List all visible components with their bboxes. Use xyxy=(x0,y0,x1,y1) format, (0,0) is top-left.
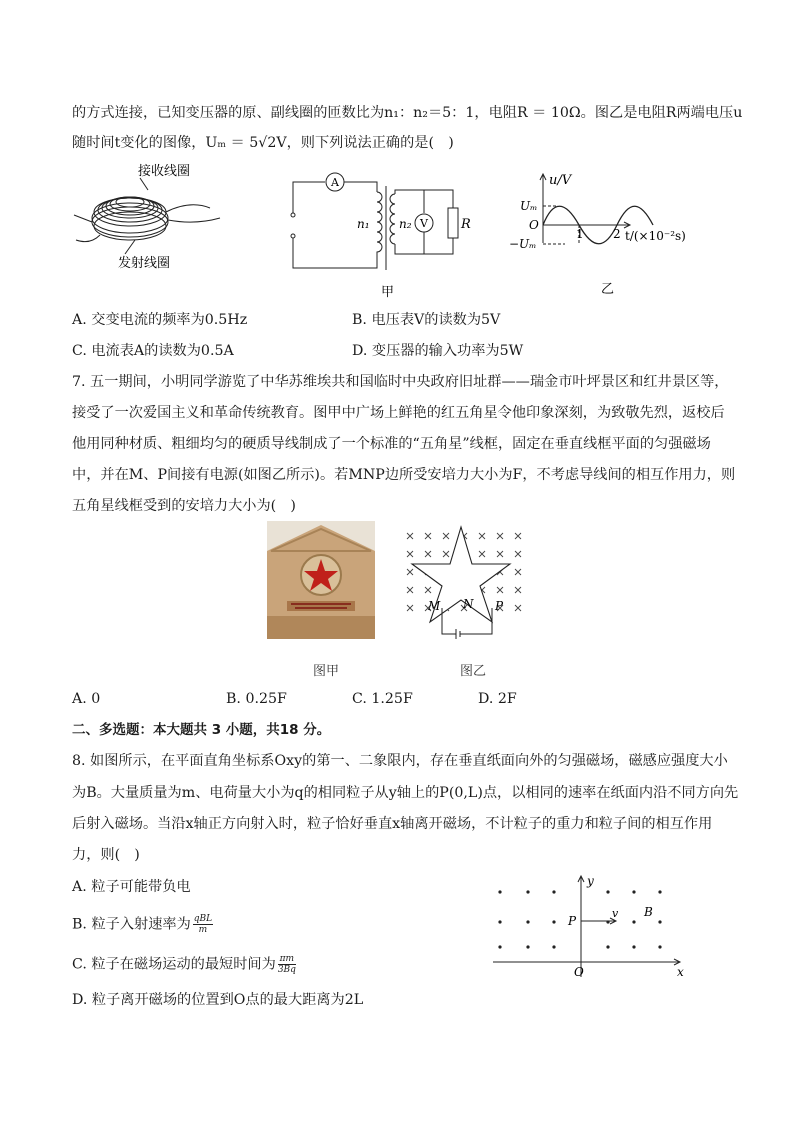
q6-option-d: D. 变压器的输入功率为5W xyxy=(352,343,524,359)
field-cross-mark xyxy=(479,551,485,557)
q8-line-3: 后射入磁场。当沿x轴正方向射入时，粒子恰好垂直x轴离开磁场，不计粒子的重力和粒子间的相互作用 xyxy=(72,816,713,832)
field-dot-mark xyxy=(658,945,661,948)
transmit-coil-label: 发射线圈 xyxy=(118,256,171,271)
field-dot-mark xyxy=(552,920,555,923)
field-dot-mark xyxy=(526,890,529,893)
n1-label: n₁ xyxy=(357,217,370,231)
q6-option-b: B. 电压表V的读数为5V xyxy=(352,312,501,328)
q8-option-b xyxy=(72,914,213,935)
section-heading: 二、多选题：本大题共 3 小题，共18 分。 xyxy=(72,722,331,738)
field-cross-mark xyxy=(425,551,431,557)
field-cross-mark xyxy=(407,533,413,539)
graph-yaxis-label: u/V xyxy=(549,173,572,188)
graph-caption: 乙 xyxy=(601,282,615,297)
point-p-label: P xyxy=(568,914,577,928)
voltmeter-symbol: V xyxy=(420,217,428,230)
q8-line-2: 为B。大量质量为m、电荷量大小为q的相同粒子从y轴上的P(0,L)点，以相同的速率在纸面内沿不同方向先 xyxy=(72,785,739,801)
field-cross-mark xyxy=(515,569,521,575)
q8-option-c-text: C. 粒子在磁场运动的最短时间为 xyxy=(72,956,276,973)
field-dot-mark xyxy=(606,945,609,948)
field-cross-mark xyxy=(443,551,449,557)
field-dot-mark xyxy=(552,945,555,948)
q6-option-c: C. 电流表A的读数为0.5A xyxy=(72,343,234,359)
field-dot-mark xyxy=(632,945,635,948)
q7-option-d: D. 2F xyxy=(478,691,517,707)
q8-b-numerator: qBL xyxy=(193,914,213,924)
velocity-label: v xyxy=(612,907,619,920)
point-n: N xyxy=(463,597,474,611)
field-dot-mark xyxy=(498,945,501,948)
red-star-photo xyxy=(267,521,375,639)
q8-option-d: D. 粒子离开磁场的位置到O点的最大距离为2L xyxy=(72,992,364,1008)
q6-option-a: A. 交变电流的频率为0.5Hz xyxy=(72,312,248,328)
ammeter-symbol: A xyxy=(331,176,339,189)
origin-label: O xyxy=(574,965,584,979)
field-cross-mark xyxy=(515,605,521,611)
q8-option-a: A. 粒子可能带负电 xyxy=(72,879,191,895)
n2-label: n₂ xyxy=(399,217,412,231)
q7-line-1: 7. 五一期间，小明同学游览了中华苏维埃共和国临时中央政府旧址群——瑞金市叶坪景区和红井景区等， xyxy=(72,374,729,390)
field-cross-mark xyxy=(425,587,431,593)
field-cross-mark xyxy=(515,551,521,557)
field-cross-mark xyxy=(407,587,413,593)
field-cross-mark xyxy=(515,587,521,593)
field-dot-mark xyxy=(632,890,635,893)
q8-option-b-text: B. 粒子入射速率为 xyxy=(72,916,191,933)
point-m: M xyxy=(428,599,441,613)
field-cross-mark xyxy=(515,533,521,539)
q7-option-b: B. 0.25F xyxy=(226,691,287,707)
field-cross-mark xyxy=(407,551,413,557)
magnetic-field-axes xyxy=(488,872,693,984)
graph-um-label: Uₘ xyxy=(520,199,538,213)
field-dot-mark xyxy=(606,890,609,893)
q7-line-4: 中，并在M、P间接有电源(如图乙所示)。若MNP边所受安培力大小为F，不考虑导线间的相互作用力，则 xyxy=(72,467,736,483)
q7-option-c: C. 1.25F xyxy=(352,691,413,707)
field-cross-mark xyxy=(443,533,449,539)
q7-line-2: 接受了一次爱国主义和革命传统教育。图甲中广场上鲜艳的红五角星令他印象深刻，为致敬先烈，返校后 xyxy=(72,405,725,421)
graph-origin: O xyxy=(529,218,539,232)
field-cross-mark xyxy=(407,569,413,575)
transformer-circuit xyxy=(285,168,485,303)
field-dot-mark xyxy=(658,920,661,923)
field-dot-mark xyxy=(498,920,501,923)
q8-line-4: 力，则( ) xyxy=(72,847,140,863)
field-cross-mark xyxy=(407,605,413,611)
q8-b-denominator: m xyxy=(198,925,208,935)
q7-line-3: 他用同种材质、粗细均匀的硬质导线制成了一个标准的“五角星”线框，固定在垂直线框平面的匀强磁场 xyxy=(72,436,711,452)
field-cross-mark xyxy=(425,533,431,539)
graph-xaxis-label: t/(×10⁻²s) xyxy=(625,229,686,243)
graph-tick-2: 2 xyxy=(613,227,621,241)
field-dot-mark xyxy=(658,890,661,893)
axis-y-label: y xyxy=(587,874,594,888)
field-b-label: B xyxy=(644,905,653,919)
field-dot-mark xyxy=(498,890,501,893)
q8-c-denominator: 3Bq xyxy=(277,965,296,975)
graph-tick-1: 1 xyxy=(576,227,584,241)
field-cross-mark xyxy=(497,533,503,539)
graph-neg-um-label: −Uₘ xyxy=(509,237,537,251)
photo-caption: 图甲 xyxy=(313,664,340,679)
coil-figure xyxy=(70,160,240,275)
receive-coil-label: 接收线圈 xyxy=(138,164,191,179)
q7-line-5: 五角星线框受到的安培力大小为( ) xyxy=(72,498,296,514)
field-dot-mark xyxy=(632,920,635,923)
q7-option-a: A. 0 xyxy=(72,691,101,707)
field-cross-mark xyxy=(497,587,503,593)
voltage-graph xyxy=(505,168,705,303)
field-cross-mark xyxy=(479,533,485,539)
field-caption: 图乙 xyxy=(460,664,487,679)
circuit-caption: 甲 xyxy=(381,285,395,300)
q6-line-2: 随时间t变化的图像，Uₘ ＝ 5√2V，则下列说法正确的是( ) xyxy=(72,135,454,151)
q8-line-1: 8. 如图所示，在平面直角坐标系Oxy的第一、二象限内，存在垂直纸面向外的匀强磁场，磁感应强度大小 xyxy=(72,753,728,769)
q8-c-numerator: πm xyxy=(279,954,295,964)
field-cross-mark xyxy=(497,551,503,557)
axis-x-label: x xyxy=(677,965,684,979)
resistor-label: R xyxy=(461,217,471,232)
field-dot-mark xyxy=(552,890,555,893)
q8-option-c xyxy=(72,954,296,975)
field-dot-mark xyxy=(526,920,529,923)
q6-line-1: 的方式连接，已知变压器的原、副线圈的匝数比为n₁：n₂＝5：1，电阻R ＝ 10Ω。图乙是电阻R两端电压u xyxy=(72,105,743,121)
star-field-figure xyxy=(400,522,535,647)
field-dot-mark xyxy=(526,945,529,948)
point-p: P xyxy=(495,599,504,613)
